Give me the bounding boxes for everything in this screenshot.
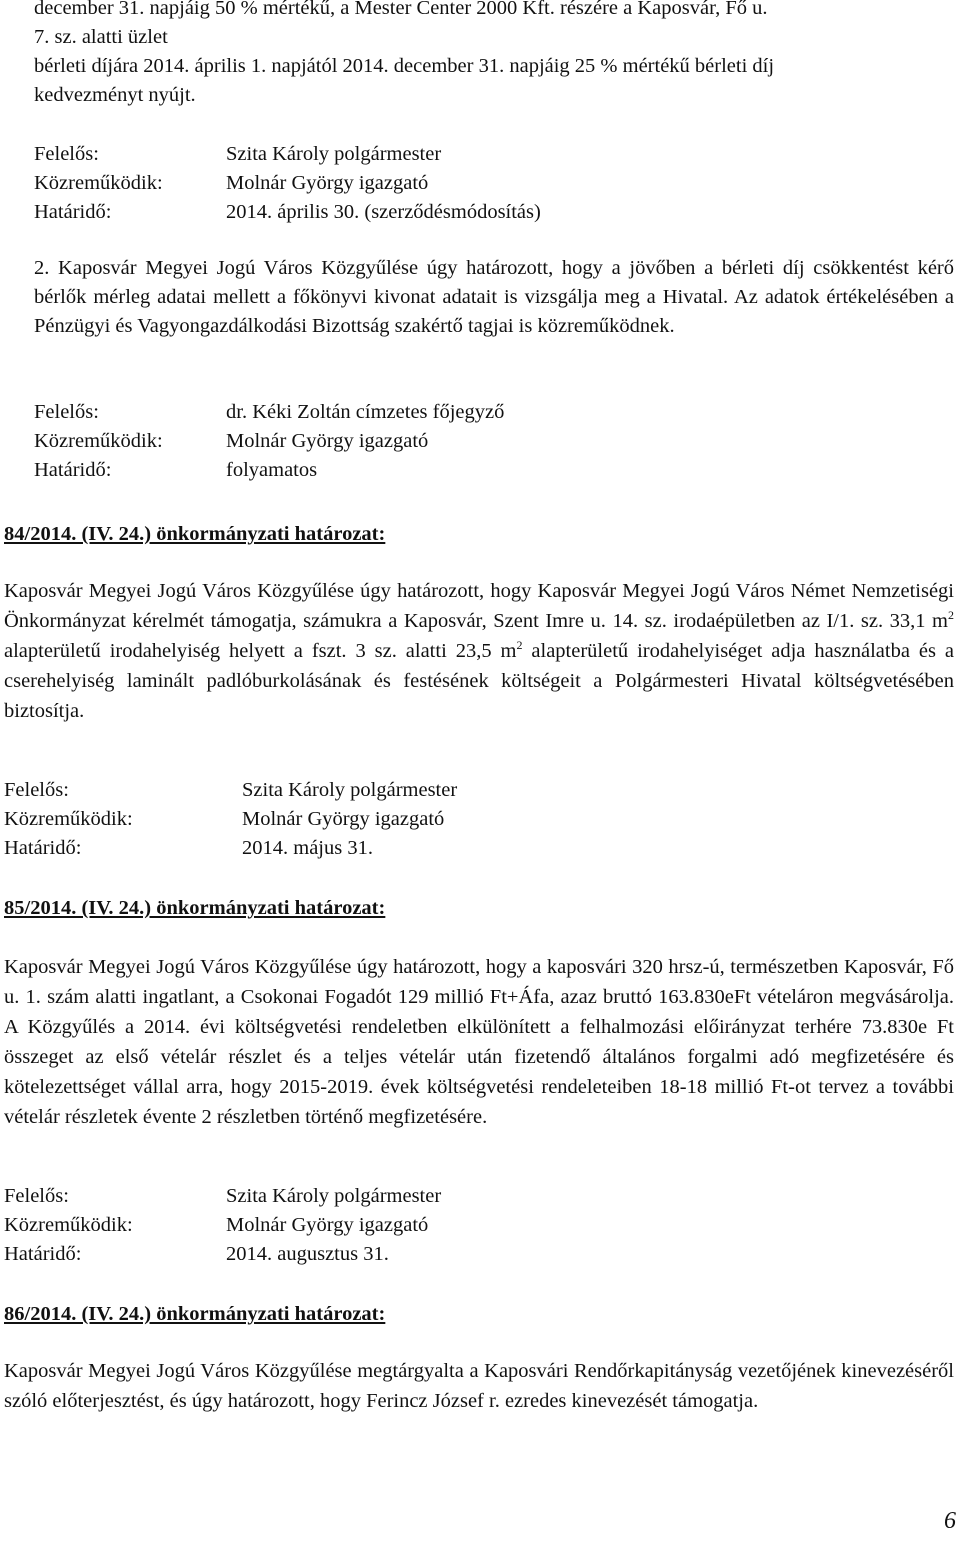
- kozremukodik-value: Molnár György igazgató: [226, 1214, 429, 1236]
- text-segment: Kaposvár Megyei Jogú Város Közgyűlése úgy határozott, hogy Kaposvár Megyei Jogú Város Német Nemzetiségi Önkormányzat kérelmét támogatja, számukra a Kaposvár, Szent Imre u. 14. sz. irodaépületben az I/1. sz. 33,1 m: [4, 580, 954, 632]
- kozremukodik-value: Molnár György igazgató: [226, 430, 429, 452]
- resolution-84-text: [4, 576, 954, 726]
- felelos-value: dr. Kéki Zoltán címzetes főjegyző: [226, 401, 505, 423]
- resolution-86-heading: 86/2014. (IV. 24.) önkormányzati határozat:: [4, 1303, 386, 1325]
- hatarido-label: Határidő:: [34, 201, 112, 223]
- felelos-label: Felelős:: [4, 1185, 69, 1207]
- kozremukodik-value: Molnár György igazgató: [226, 172, 429, 194]
- text-line: 7. sz. alatti üzlet: [34, 26, 168, 48]
- felelos-label: Felelős:: [34, 143, 99, 165]
- felelos-value: Szita Károly polgármester: [226, 143, 442, 165]
- responsibility-block: [34, 140, 541, 227]
- superscript: 2: [516, 638, 523, 653]
- felelos-value: Szita Károly polgármester: [226, 1185, 442, 1207]
- hatarido-value: 2014. augusztus 31.: [226, 1243, 389, 1265]
- top-paragraph: [34, 0, 954, 110]
- resolution-85-heading: 85/2014. (IV. 24.) önkormányzati határozat:: [4, 897, 386, 919]
- resolution-85-text: Kaposvár Megyei Jogú Város Közgyűlése úgy határozott, hogy a kaposvári 320 hrsz-ú, természetben Kaposvár, Fő u. 1. szám alatti ingatlant, a Csokonai Fogadót 129 millió Ft+Áfa, azaz bruttó 163.830eFt vételáron megvásárolja. A Közgyűlés a 2014. évi költségvetési rendeletben elkülönített a felhalmozási előirányzat terhére 73.830e Ft összeget az első vételár részlet és a teljes vételár után fizetendő általános forgalmi adó megfizetésére és kötelezettséget vállal arra, hogy 2015-2019. évek költségvetési rendeleteiben 18-18 millió Ft-ot tervez a további vételár részletek évente 2 részletben történő megfizetésére.: [4, 956, 954, 1128]
- kozremukodik-label: Közreműködik:: [34, 172, 163, 194]
- hatarido-label: Határidő:: [34, 459, 112, 481]
- text-line: bérleti díjára 2014. április 1. napjától 2014. december 31. napjáig 25 % mértékű bérleti díj: [34, 55, 775, 77]
- hatarido-value: 2014. május 31.: [242, 837, 373, 859]
- text-segment: alapterületű irodahelyiséget adja használatba és a cserehelyiség laminált padlóburkolásának és festésének költségeit a Polgármesteri Hivatal költségvetésében biztosítja.: [4, 640, 954, 722]
- felelos-value: Szita Károly polgármester: [242, 779, 458, 801]
- felelos-label: Felelős:: [4, 779, 69, 801]
- kozremukodik-label: Közreműködik:: [4, 808, 133, 830]
- responsibility-block: [4, 1182, 441, 1269]
- kozremukodik-value: Molnár György igazgató: [242, 808, 445, 830]
- responsibility-block: [4, 776, 457, 863]
- responsibility-block: [34, 398, 504, 485]
- hatarido-value: 2014. április 30. (szerződésmódosítás): [226, 201, 541, 223]
- resolution-84-heading: 84/2014. (IV. 24.) önkormányzati határozat:: [4, 523, 386, 545]
- hatarido-label: Határidő:: [4, 1243, 82, 1265]
- text-segment: alapterületű irodahelyiség helyett a fszt. 3 sz. alatti 23,5 m: [4, 640, 517, 662]
- hatarido-value: folyamatos: [226, 459, 318, 481]
- text-line: december 31. napjáig 50 % mértékű, a Mester Center 2000 Kft. részére a Kaposvár, Fő u.: [34, 0, 768, 19]
- resolution-86-text: Kaposvár Megyei Jogú Város Közgyűlése megtárgyalta a Kaposvári Rendőrkapitányság vezetőjének kinevezéséről szóló előterjesztést, és úgy határozott, hogy Ferincz József r. ezredes kinevezését támogatja.: [4, 1360, 954, 1412]
- page-number: 6: [944, 1508, 956, 1534]
- kozremukodik-label: Közreműködik:: [4, 1214, 133, 1236]
- text-line: kedvezményt nyújt.: [34, 84, 196, 106]
- kozremukodik-label: Közreműködik:: [34, 430, 163, 452]
- felelos-label: Felelős:: [34, 401, 99, 423]
- item-2-paragraph: 2. Kaposvár Megyei Jogú Város Közgyűlése úgy határozott, hogy a jövőben a bérleti díj csökkentést kérő bérlők mérleg adatai mellett a főkönyvi kivonat adatait is vizsgálja meg a Hivatal. Az adatok értékelésében a Pénzügyi és Vagyongazdálkodási Bizottság szakértő tagjai is közreműködnek.: [34, 257, 954, 337]
- superscript: 2: [948, 608, 954, 623]
- hatarido-label: Határidő:: [4, 837, 82, 859]
